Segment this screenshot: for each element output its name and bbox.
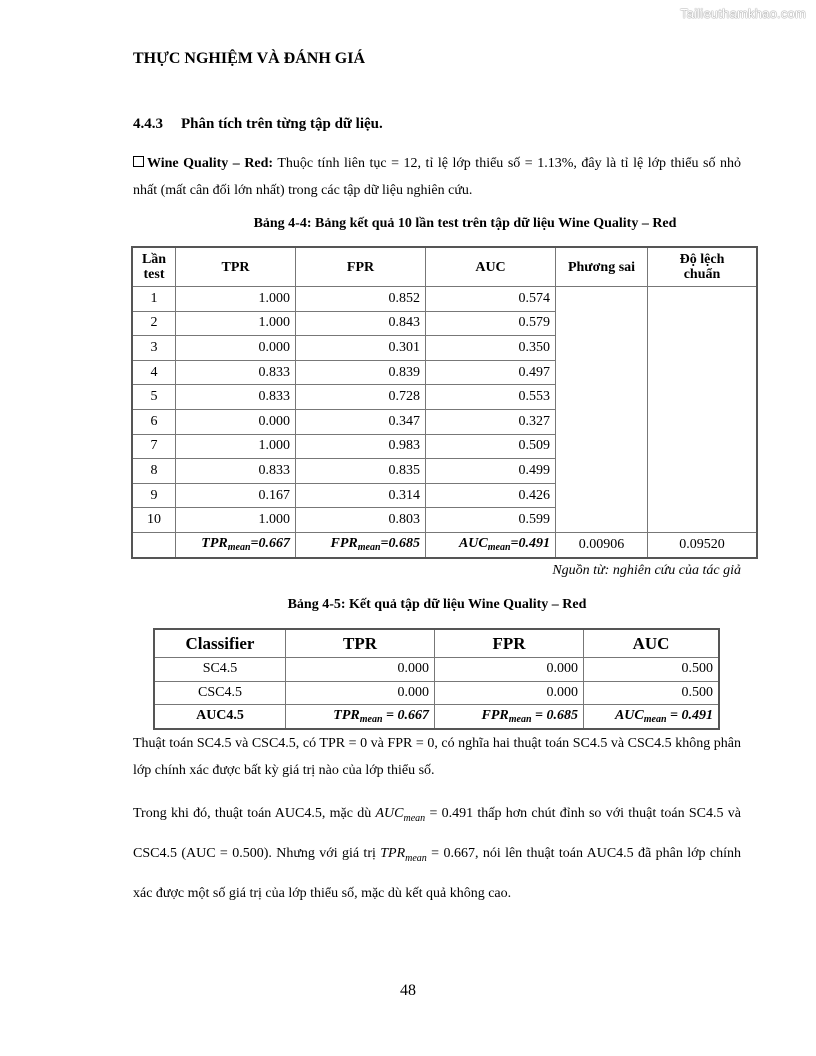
tpr-value: 1.000 bbox=[176, 287, 296, 312]
test-number: 7 bbox=[132, 434, 176, 459]
fpr-value: 0.000 bbox=[435, 681, 584, 705]
auc-value: 0.500 bbox=[584, 681, 720, 705]
fpr-value: 0.728 bbox=[296, 385, 426, 410]
std-merged-cell bbox=[648, 287, 758, 533]
test-number: 5 bbox=[132, 385, 176, 410]
classifier-name: CSC4.5 bbox=[154, 681, 286, 705]
section-number: 4.4.3 bbox=[133, 116, 163, 132]
classifier-name: AUC4.5 bbox=[154, 705, 286, 729]
auc-value: 0.500 bbox=[584, 658, 720, 682]
variance-value: 0.00906 bbox=[556, 532, 648, 557]
tpr-value: 0.000 bbox=[176, 409, 296, 434]
analysis-paragraph-1: Thuật toán SC4.5 và CSC4.5, có TPR = 0 và FPR = 0, có nghĩa hai thuật toán SC4.5 và CSC4.5 không phân lớp chính xác được bất kỳ giá trị nào của lớp thiểu số. bbox=[133, 736, 741, 778]
auc-value: 0.574 bbox=[426, 287, 556, 312]
fpr-value: 0.301 bbox=[296, 336, 426, 361]
tpr-value: 1.000 bbox=[176, 508, 296, 533]
mean-label-cell bbox=[132, 532, 176, 557]
test-number: 4 bbox=[132, 360, 176, 385]
fpr-mean: $FPR_{mean}=0.685$ bbox=[296, 532, 426, 557]
auc45-row bbox=[154, 705, 719, 729]
mean-row bbox=[132, 532, 757, 557]
auc-value: 0.509 bbox=[426, 434, 556, 459]
col-fpr: FPR bbox=[296, 247, 426, 287]
auc-value: 0.599 bbox=[426, 508, 556, 533]
auc-mean: $AUC_{mean} = 0.491$ bbox=[584, 705, 720, 729]
auc-mean: $AUC_{mean}=0.491$ bbox=[426, 532, 556, 557]
table-header-row bbox=[132, 247, 757, 287]
test-number: 10 bbox=[132, 508, 176, 533]
fpr-value: 0.843 bbox=[296, 311, 426, 336]
fpr-value: 0.347 bbox=[296, 409, 426, 434]
auc-value: 0.350 bbox=[426, 336, 556, 361]
tpr-value: 1.000 bbox=[176, 311, 296, 336]
test-number: 1 bbox=[132, 287, 176, 312]
test-number: 9 bbox=[132, 483, 176, 508]
fpr-value: 0.314 bbox=[296, 483, 426, 508]
fpr-value: 0.835 bbox=[296, 459, 426, 484]
section-heading bbox=[133, 116, 383, 133]
std-value: 0.09520 bbox=[648, 532, 758, 557]
tpr-value: 0.833 bbox=[176, 459, 296, 484]
tpr-value: 0.000 bbox=[286, 681, 435, 705]
table-row bbox=[154, 658, 719, 682]
tpr-mean: $TPR_{mean} = 0.667$ bbox=[286, 705, 435, 729]
page-number: 48 bbox=[400, 982, 416, 999]
table-header-row bbox=[154, 629, 719, 658]
col-fpr: FPR bbox=[435, 629, 584, 658]
intro-text: Thuộc tính liên tục = 12, tỉ lệ lớp thiểu số = 1.13%, đây là tỉ lệ lớp thiểu số nhỏ nhất (mất cân đối lớn nhất) trong các tập dữ liệu nghiên cứu. bbox=[133, 156, 741, 198]
table1-caption: Bảng 4-4: Bảng kết quả 10 lần test trên tập dữ liệu Wine Quality – Red bbox=[253, 216, 677, 231]
test-number: 6 bbox=[132, 409, 176, 434]
checkbox-bullet-icon bbox=[133, 156, 144, 167]
tpr-value: 0.167 bbox=[176, 483, 296, 508]
test-number: 2 bbox=[132, 311, 176, 336]
results-table-10-tests bbox=[131, 246, 758, 559]
fpr-value: 0.839 bbox=[296, 360, 426, 385]
classifier-results-table bbox=[153, 628, 720, 730]
fpr-value: 0.803 bbox=[296, 508, 426, 533]
tpr-value: 0.000 bbox=[176, 336, 296, 361]
auc-value: 0.499 bbox=[426, 459, 556, 484]
fpr-value: 0.000 bbox=[435, 658, 584, 682]
analysis-paragraph-2: Trong khi đó, thuật toán AUC4.5, mặc dù $AUC_{mean} = 0.491$ thấp hơn chút đỉnh so với thuật toán SC4.5 và CSC4.5 (AUC = 0.500). Nhưng với giá trị $TPR_{mean} = 0.667$, nói lên thuật toán AUC4.5 đã phân lớp chính xác được một số giá trị của lớp thiểu số, mặc dù kết quả không cao. bbox=[133, 806, 742, 901]
intro-paragraph bbox=[133, 150, 741, 204]
table-row bbox=[154, 681, 719, 705]
watermark: Tailieuthamkhao.com bbox=[680, 6, 806, 21]
section-title: Phân tích trên từng tập dữ liệu. bbox=[181, 116, 383, 132]
tpr-value: 0.833 bbox=[176, 360, 296, 385]
auc-value: 0.426 bbox=[426, 483, 556, 508]
auc-value: 0.327 bbox=[426, 409, 556, 434]
auc-value: 0.497 bbox=[426, 360, 556, 385]
table-row bbox=[132, 287, 757, 312]
test-number: 8 bbox=[132, 459, 176, 484]
col-test: Lần test bbox=[132, 247, 176, 287]
test-number: 3 bbox=[132, 336, 176, 361]
table2-caption: Bảng 4-5: Kết quả tập dữ liệu Wine Quality – Red bbox=[287, 597, 587, 612]
fpr-value: 0.983 bbox=[296, 434, 426, 459]
fpr-value: 0.852 bbox=[296, 287, 426, 312]
col-variance: Phương sai bbox=[556, 247, 648, 287]
col-std: Độ lệch chuẩn bbox=[648, 247, 758, 287]
tpr-value: 0.000 bbox=[286, 658, 435, 682]
col-tpr: TPR bbox=[286, 629, 435, 658]
col-tpr: TPR bbox=[176, 247, 296, 287]
table1-source: Nguồn từ: nghiên cứu của tác giả bbox=[552, 563, 741, 578]
dataset-label: Wine Quality – Red: bbox=[147, 156, 274, 171]
fpr-mean: $FPR_{mean} = 0.685$ bbox=[435, 705, 584, 729]
tpr-value: 0.833 bbox=[176, 385, 296, 410]
chapter-title: THỰC NGHIỆM VÀ ĐÁNH GIÁ bbox=[133, 50, 366, 67]
auc-value: 0.553 bbox=[426, 385, 556, 410]
col-classifier: Classifier bbox=[154, 629, 286, 658]
tpr-mean: $TPR_{mean}=0.667$ bbox=[176, 532, 296, 557]
tpr-value: 1.000 bbox=[176, 434, 296, 459]
variance-merged-cell bbox=[556, 287, 648, 533]
auc-value: 0.579 bbox=[426, 311, 556, 336]
classifier-name: SC4.5 bbox=[154, 658, 286, 682]
col-auc: AUC bbox=[584, 629, 720, 658]
col-auc: AUC bbox=[426, 247, 556, 287]
